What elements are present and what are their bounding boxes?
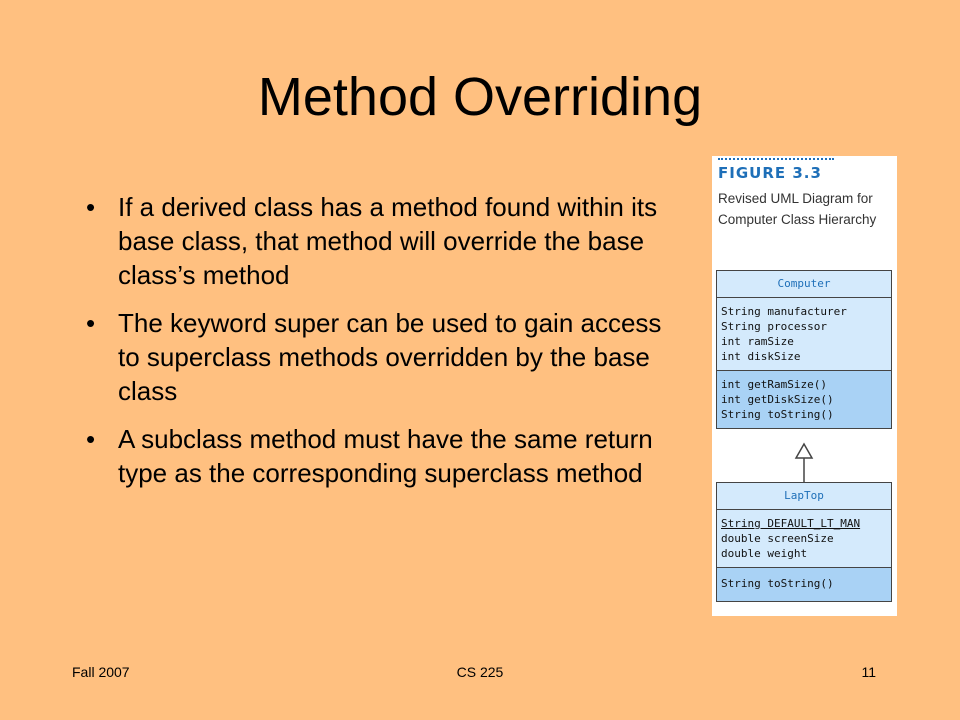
uml-methods (717, 371, 891, 428)
uml-class-name: LapTop (717, 483, 891, 510)
footer-date: Fall 2007 (72, 664, 130, 680)
bullet-item (84, 190, 674, 292)
uml-method: String toString() (721, 408, 834, 421)
bullet-text: If a derived class has a method found within its base class, that method will override the base class’s method (118, 192, 658, 290)
figure-dotted-rule (718, 158, 834, 163)
uml-figure (712, 156, 897, 616)
bullet-text: A subclass method must have the same return type as the corresponding superclass method (118, 424, 653, 488)
bullet-dot-icon: • (86, 308, 96, 338)
uml-fields (717, 298, 891, 371)
uml-method: int getRamSize() (721, 378, 827, 391)
uml-fields (717, 510, 891, 568)
bullet-list (84, 190, 674, 504)
footer-course: CS 225 (456, 664, 504, 680)
uml-class-laptop (716, 482, 892, 602)
uml-field: int diskSize (721, 350, 801, 363)
bullet-item (84, 422, 674, 490)
uml-field: String DEFAULT_LT_MAN (721, 517, 861, 530)
bullet-dot-icon: • (86, 424, 96, 454)
uml-field: int ramSize (721, 335, 794, 348)
uml-method: int getDiskSize() (721, 393, 834, 406)
uml-field: String manufacturer (721, 305, 847, 318)
slide-title: Method Overriding (257, 67, 703, 127)
uml-class-computer (716, 270, 892, 429)
uml-class-name: Computer (717, 271, 891, 298)
inheritance-arrow-icon (716, 442, 892, 482)
footer-page-number: 11 (861, 664, 876, 680)
bullet-item (84, 306, 674, 408)
figure-label: FIGURE 3.3 (718, 164, 822, 182)
bullet-dot-icon: • (86, 192, 96, 222)
uml-methods (717, 568, 891, 601)
figure-caption: Revised UML Diagram for Computer Class Hierarchy (718, 191, 877, 227)
uml-field: double weight (721, 547, 808, 560)
bullet-text: The keyword super can be used to gain access to superclass methods overridden by the base class (118, 308, 662, 406)
uml-field: double screenSize (721, 532, 834, 545)
uml-field: String processor (721, 320, 827, 333)
uml-method: String toString() (721, 577, 834, 590)
